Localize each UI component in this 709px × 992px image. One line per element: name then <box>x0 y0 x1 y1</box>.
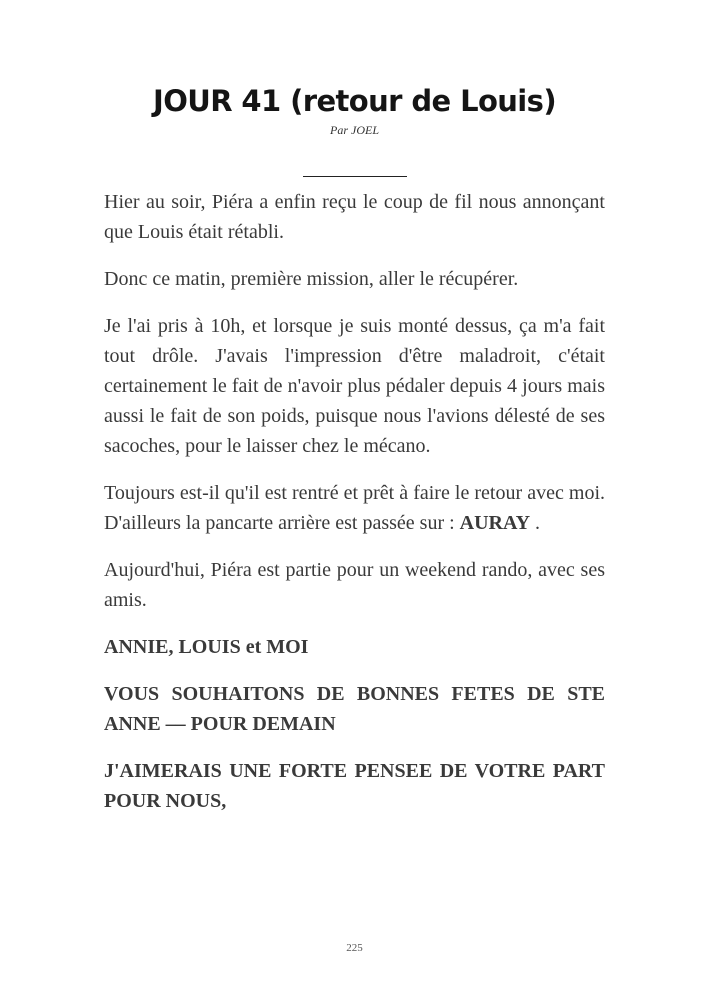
paragraph-2: Donc ce matin, première mission, aller le récupérer. <box>104 268 519 290</box>
page-number: 225 <box>346 942 363 954</box>
bold-request-paragraph: J'AIMERAIS UNE FORTE PENSEE DE VOTRE PART POUR NOUS, <box>104 760 605 812</box>
author-byline: Par JOEL <box>330 123 379 137</box>
paragraph-5: Aujourd'hui, Piéra est partie pour un weekend rando, avec ses amis. <box>104 559 605 611</box>
paragraph-3: Je l'ai pris à 10h, et lorsque je suis monté dessus, ça m'a fait tout drôle. J'avais l'impression d'être maladroit, c'était certainement le fait de n'avoir plus pédaler depuis 4 jours mais aussi le fait de son poids, puisque nous l'avions délesté de ses sacoches, pour le laisser chez le mécano. <box>104 315 605 457</box>
paragraph-1: Hier au soir, Piéra a enfin reçu le coup de fil nous annonçant que Louis était rétabli. <box>104 191 605 243</box>
paragraph-4-ending: . <box>530 512 541 534</box>
body-text <box>104 187 605 816</box>
bold-signature-line: ANNIE, LOUIS et MOI <box>104 636 309 658</box>
title-separator-line <box>303 176 407 177</box>
destination-emphasis: AURAY <box>459 512 531 534</box>
page-title: JOUR 41 (retour de Louis) <box>153 84 556 118</box>
paragraph-4 <box>104 478 605 538</box>
bold-wishes-paragraph: VOUS SOUHAITONS DE BONNES FETES DE STE ANNE –– POUR DEMAIN <box>104 683 605 735</box>
paragraph-4-text: Toujours est-il qu'il est rentré et prêt à faire le retour avec moi. D'ailleurs la pancarte arrière est passée sur : <box>104 482 605 534</box>
